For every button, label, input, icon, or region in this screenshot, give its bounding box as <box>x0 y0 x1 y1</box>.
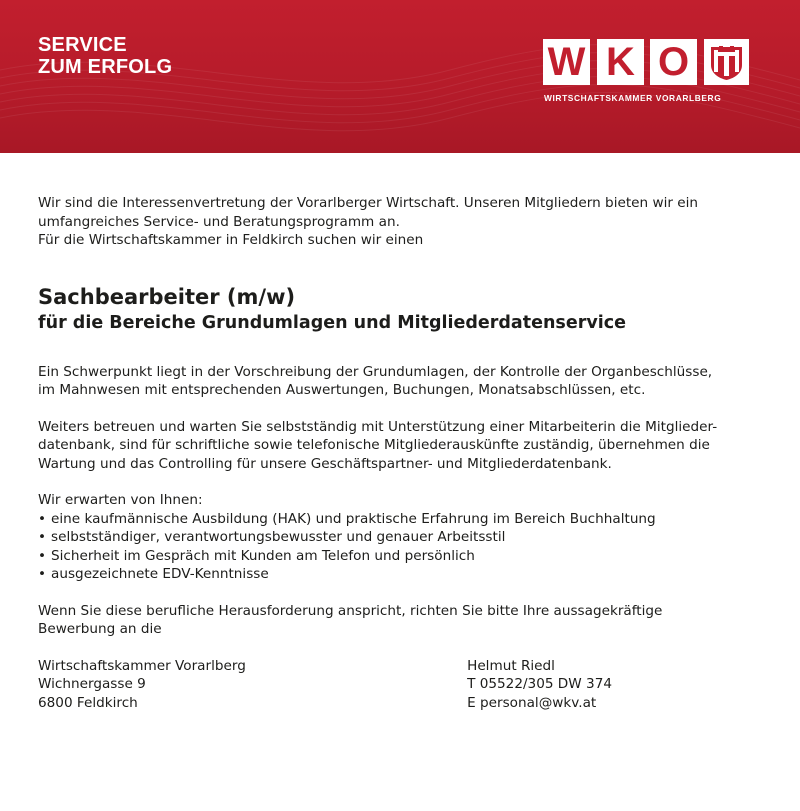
requirement-item: • eine kaufmännische Ausbildung (HAK) und praktische Erfahrung im Bereich Buchhaltung <box>38 510 758 529</box>
intro <box>38 194 758 250</box>
contact-phone: T 05522/305 DW 374 <box>467 676 612 692</box>
requirement-item: • Sicherheit im Gespräch mit Kunden am Telefon und persönlich <box>38 547 758 566</box>
para2-line-1: Weiters betreuen und warten Sie selbstständig mit Unterstützung einer Mitarbeiterin die Mitglieder- <box>38 418 718 435</box>
address-city: 6800 Feldkirch <box>38 694 138 711</box>
postal-address <box>38 657 246 713</box>
requirements-list <box>38 510 758 584</box>
logo-letter-w: W <box>547 40 586 84</box>
logo-subtitle: WIRTSCHAFTSKAMMER VORARLBERG <box>544 93 722 103</box>
header-banner <box>0 0 800 153</box>
requirements <box>38 491 758 584</box>
intro-line-1: Wir sind die Interessenvertretung der Vorarlberger Wirtschaft. Unseren Mitgliedern bieten wir ein <box>38 195 699 211</box>
requirement-item: • selbstständiger, verantwortungsbewusster und genauer Arbeitsstil <box>38 528 758 547</box>
logo-letter-w-box <box>543 39 590 85</box>
para2-line-3: Wartung und das Controlling für unsere Geschäftspartner- und Mitgliederdatenbank. <box>38 455 612 472</box>
logo-letter-o-box <box>650 39 697 85</box>
description-paragraph-1 <box>38 363 758 400</box>
closing-line-1: Wenn Sie diese berufliche Herausforderung anspricht, richten Sie bitte Ihre aussagekräftige <box>38 602 663 619</box>
slogan <box>38 34 172 78</box>
logo-letter-o: O <box>657 40 690 84</box>
intro-line-2: umfangreiches Service- und Beratungsprogramm an. <box>38 213 400 230</box>
job-title: Sachbearbeiter (m/w) <box>38 284 296 309</box>
requirement-item: • ausgezeichnete EDV-Kenntnisse <box>38 565 758 584</box>
logo-letter-k: K <box>606 40 635 84</box>
intro-line-3: Für die Wirtschaftskammer in Feldkirch suchen wir einen <box>38 232 424 248</box>
contact-block <box>38 657 612 713</box>
contact-name: Helmut Riedl <box>467 657 555 674</box>
para1-line-2: im Mahnwesen mit entsprechenden Auswertungen, Buchungen, Monatsabschlüssen, etc. <box>38 382 646 398</box>
contact-person <box>467 657 612 713</box>
closing-line-2: Bewerbung an die <box>38 621 162 637</box>
job-subtitle: für die Bereiche Grundumlagen und Mitgliederdatenservice <box>38 312 626 333</box>
para2-line-2: datenbank, sind für schriftliche sowie telefonische Mitgliederauskünfte zuständig, übernehmen die <box>38 437 710 453</box>
closing <box>38 602 758 639</box>
requirements-heading: Wir erwarten von Ihnen: <box>38 492 203 508</box>
address-org: Wirtschaftskammer Vorarlberg <box>38 657 246 674</box>
logo-letter-k-box <box>597 39 644 85</box>
slogan-line-2: ZUM ERFOLG <box>38 56 173 78</box>
para1-line-1: Ein Schwerpunkt liegt in der Vorschreibung der Grundumlagen, der Kontrolle der Organbeschlüsse, <box>38 363 713 380</box>
description-paragraph-2 <box>38 418 758 474</box>
coat-of-arms-icon <box>704 39 749 85</box>
contact-email[interactable]: E personal@wkv.at <box>467 694 597 711</box>
slogan-line-1: SERVICE <box>38 34 127 56</box>
job-ad-body <box>38 194 758 712</box>
wko-logo <box>543 39 755 109</box>
address-street: Wichnergasse 9 <box>38 676 146 692</box>
